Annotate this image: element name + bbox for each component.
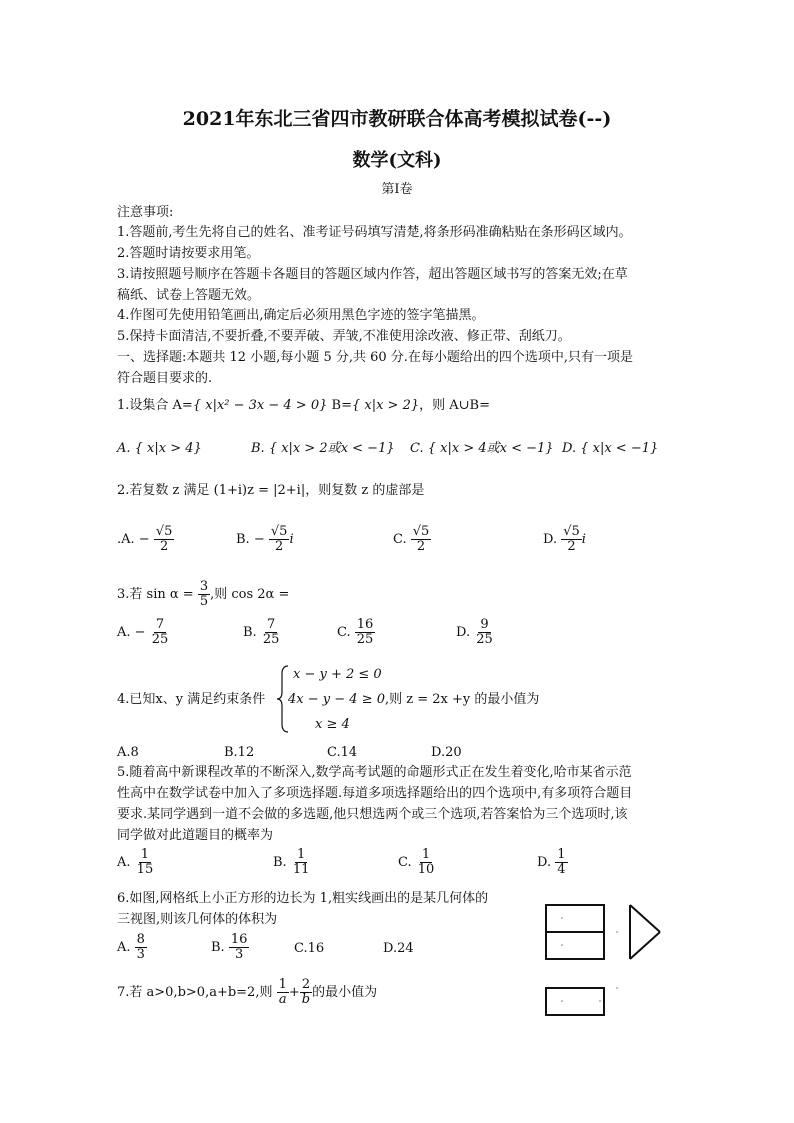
q1-suffix: ，则 A∪B= xyxy=(419,398,490,413)
q1-mid: B= xyxy=(331,398,352,413)
q2-a-num: √5 xyxy=(155,524,173,539)
q6-b-fraction xyxy=(229,933,250,962)
q3-d-den: 25 xyxy=(476,632,493,647)
q2-b-imag: i xyxy=(289,532,294,547)
q3-b-label: B. xyxy=(243,625,257,640)
q4-constraint-3: x ≥ 4 xyxy=(315,717,350,732)
q6-option-c: C.16 xyxy=(294,941,325,956)
q3-prefix: 3.若 sin α = xyxy=(117,587,194,602)
q5-a-fraction xyxy=(135,848,156,877)
q6-option-a xyxy=(117,933,147,962)
q1-set-b: { x|x > 2} xyxy=(351,398,420,413)
q5-d-num: 1 xyxy=(557,847,566,862)
question-7 xyxy=(117,978,377,1007)
q4-c2-suffix: ,则 z = 2x +y 的最小值为 xyxy=(384,692,540,707)
q3-a-num: 7 xyxy=(155,617,165,632)
q2-a-den: 2 xyxy=(159,539,169,554)
q6-b-den: 3 xyxy=(234,947,244,962)
q3-c-label: C. xyxy=(337,625,351,640)
q7-f2-den: b xyxy=(301,992,311,1007)
q2-a-sign: − xyxy=(138,532,150,547)
q7-f1-num: 1 xyxy=(278,977,287,992)
question-1 xyxy=(117,397,490,415)
q2-d-fraction xyxy=(561,525,582,554)
q4-option-a: A.8 xyxy=(117,745,139,760)
q5-d-fraction xyxy=(555,848,567,877)
q2-b-fraction xyxy=(269,525,290,554)
q3-den: 5 xyxy=(199,594,209,609)
q2-c-fraction xyxy=(411,525,432,554)
q1-option-a: A. { x|x > 4} xyxy=(117,441,202,456)
q3-c-num: 16 xyxy=(356,617,374,632)
q4-option-d: D.20 xyxy=(431,745,462,760)
q3-a-den: 25 xyxy=(151,632,169,647)
q6-b-num: 16 xyxy=(230,932,248,947)
q2-option-b xyxy=(236,525,294,554)
q5-c-label: C. xyxy=(398,855,412,870)
q3-d-label: D. xyxy=(456,625,471,640)
q2-b-den: 2 xyxy=(275,539,284,554)
q5-b-label: B. xyxy=(273,855,287,870)
q5-a-num: 1 xyxy=(140,847,150,862)
q2-a-label: .A. xyxy=(117,532,135,547)
notice-item: 4.作图可先使用铅笔画出,确定后必须用黑色字迹的签字笔描黑。 xyxy=(117,308,485,323)
question-5-line: 要求.某同学遇到一道不会做的多选题,他只想选两个或三个选项,若答案恰为三个选项时,该 xyxy=(117,807,628,822)
q1-prefix: 1.设集合 A= xyxy=(117,398,193,413)
q5-a-den: 15 xyxy=(136,862,154,877)
q5-c-den: 10 xyxy=(417,862,435,877)
notice-item: 稿纸、试卷上答题无效。 xyxy=(117,288,261,303)
q2-c-num: √5 xyxy=(412,524,430,539)
q3-b-den: 25 xyxy=(262,632,280,647)
q7-suffix: 的最小值为 xyxy=(312,985,378,1000)
section-instructions-cont: 符合题目要求的. xyxy=(117,371,213,386)
q3-num: 3 xyxy=(199,579,209,594)
q7-f2-num: 2 xyxy=(301,977,311,992)
q3-option-c xyxy=(337,618,375,647)
q5-option-b xyxy=(273,848,311,877)
q3-option-a xyxy=(117,618,170,647)
front-view xyxy=(546,905,604,959)
notice-item: 5.保持卡面清洁,不要折叠,不要弄破、弄皱,不准使用涂改液、修正带、刮纸刀。 xyxy=(117,329,571,344)
q3-b-fraction xyxy=(261,618,282,647)
q5-d-label: D. xyxy=(537,855,552,870)
q3-a-label: A. xyxy=(117,625,131,640)
q7-fraction-1 xyxy=(277,978,289,1007)
section-instructions: 一、选择题:本题共 12 小题,每小题 5 分,共 60 分.在每小题给出的四个选项中,只有一项是 xyxy=(117,350,634,365)
q5-b-fraction xyxy=(291,848,312,877)
q2-b-sign: − xyxy=(253,532,265,547)
subject-title: 数学(文科) xyxy=(352,150,442,171)
q5-c-num: 1 xyxy=(421,847,431,862)
q5-b-num: 1 xyxy=(296,847,306,862)
q1-option-c: C. { x|x > 4或x < −1} xyxy=(410,441,554,456)
q5-option-a xyxy=(117,848,155,877)
q5-option-d xyxy=(537,848,568,877)
top-view xyxy=(546,988,604,1015)
q6-a-den: 3 xyxy=(136,947,145,962)
q5-b-den: 11 xyxy=(292,862,310,877)
q5-c-fraction xyxy=(416,848,437,877)
q2-b-label: B. xyxy=(236,532,250,547)
question-4: 4.已知x、y 满足约束条件 xyxy=(117,692,266,707)
q7-fraction-2 xyxy=(300,978,312,1007)
q3-suffix: ,则 cos 2α = xyxy=(210,587,290,602)
page-title: 2021年东北三省四市教研联合体高考模拟试卷(--) xyxy=(182,108,612,130)
q6-a-label: A. xyxy=(117,940,131,955)
q4-c2-expr: 4x − y − 4 ≥ 0 xyxy=(288,692,385,707)
q2-b-num: √5 xyxy=(270,524,288,539)
q6-b-label: B. xyxy=(211,940,225,955)
question-5-line: 性高中在数学试卷中加入了多项选择题.每道多项选择题给出的四个选项中,有多项符合题目 xyxy=(117,786,633,801)
q6-option-d: D.24 xyxy=(383,941,414,956)
q2-d-num: √5 xyxy=(563,524,580,539)
q6-option-b xyxy=(211,933,249,962)
q3-d-num: 9 xyxy=(480,617,489,632)
q3-c-den: 25 xyxy=(356,632,374,647)
q3-d-fraction xyxy=(474,618,495,647)
q6-a-num: 8 xyxy=(136,932,145,947)
q2-c-label: C. xyxy=(393,532,407,547)
notice-heading: 注意事项: xyxy=(117,205,174,220)
q5-d-den: 4 xyxy=(557,862,566,877)
question-5-line: 5.随着高中新课程改革的不断深入,数学高考试题的命题形式正在发生着变化,哈市某省示范 xyxy=(117,765,632,780)
q3-c-fraction xyxy=(355,618,376,647)
q2-d-den: 2 xyxy=(567,539,576,554)
q2-c-den: 2 xyxy=(416,539,426,554)
q7-plus: + xyxy=(288,985,300,1000)
q1-option-d: D. { x|x < −1} xyxy=(562,441,659,456)
question-5-line: 同学做对此道题目的概率为 xyxy=(117,828,274,843)
question-6-line: 三视图,则该几何体的体积为 xyxy=(117,912,278,927)
q2-d-label: D. xyxy=(543,532,558,547)
three-view-figure xyxy=(538,895,668,1025)
question-3 xyxy=(117,580,289,609)
q2-d-imag: i xyxy=(581,532,586,547)
notice-item: 2.答题时请按要求用笔。 xyxy=(117,246,260,261)
q5-option-c xyxy=(398,848,436,877)
notice-item: 3.请按照题号顺序在答题卡各题目的答题区域内作答，超出答题区域书写的答案无效;在草 xyxy=(117,267,628,282)
q3-option-d xyxy=(456,618,495,647)
q5-a-label: A. xyxy=(117,855,131,870)
q1-option-b: B. { x|x > 2或x < −1} xyxy=(251,441,395,456)
q4-constraint-2 xyxy=(288,691,539,709)
question-6-line: 6.如图,网格纸上小正方形的边长为 1,粗实线画出的是某几何体的 xyxy=(117,891,489,906)
q4-constraint-1: x − y + 2 ≤ 0 xyxy=(293,667,382,682)
q2-option-a xyxy=(117,525,174,554)
q3-a-sign: − xyxy=(134,625,146,640)
q6-a-fraction xyxy=(135,933,147,962)
q3-fraction xyxy=(198,580,210,609)
notice-item: 1.答题前,考生先将自己的姓名、准考证号码填写清楚,将条形码准确粘贴在条形码区域内。 xyxy=(117,225,632,240)
q2-a-fraction xyxy=(154,525,175,554)
q1-set-a: { x|x² − 3x − 4 > 0} xyxy=(192,398,328,413)
side-view xyxy=(630,905,660,959)
q2-option-d xyxy=(543,525,586,554)
volume-label: 第Ⅰ卷 xyxy=(381,182,413,197)
q3-b-num: 7 xyxy=(266,617,276,632)
q7-prefix: 7.若 a>0,b>0,a+b=2,则 xyxy=(117,985,273,1000)
q3-a-fraction xyxy=(150,618,171,647)
q7-f1-den: a xyxy=(278,992,287,1007)
q4-option-b: B.12 xyxy=(224,745,255,760)
q3-option-b xyxy=(243,618,281,647)
q2-option-c xyxy=(393,525,431,554)
question-2: 2.若复数 z 满足 (1+i)z = |2+i|，则复数 z 的虚部是 xyxy=(117,483,425,498)
q4-option-c: C.14 xyxy=(327,745,358,760)
